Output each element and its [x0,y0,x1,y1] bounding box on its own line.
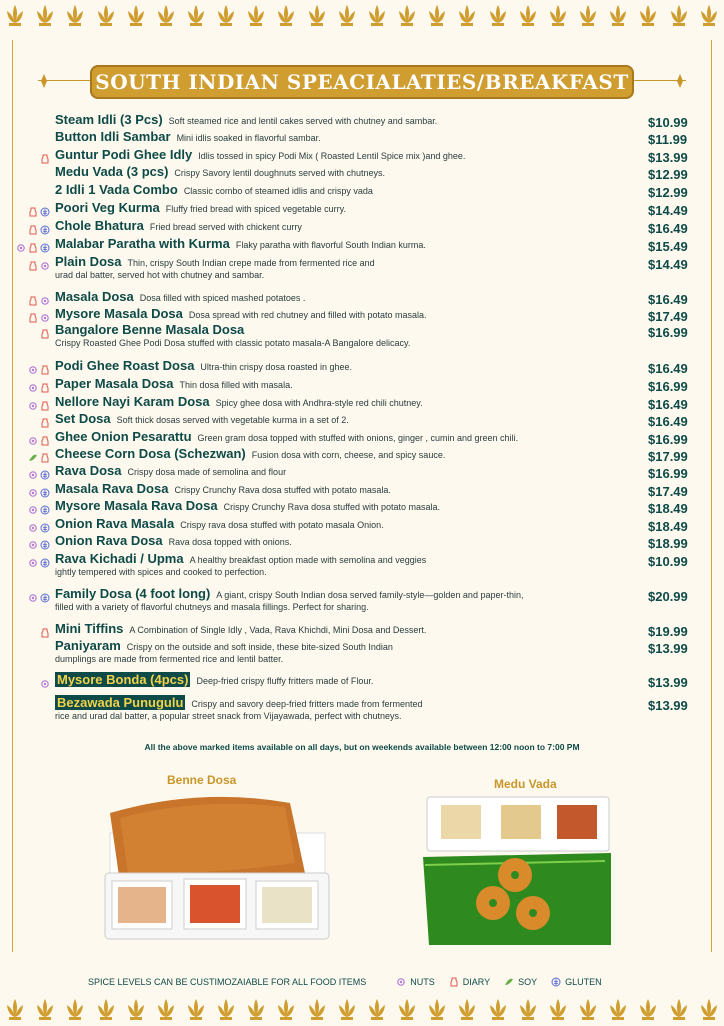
legend-soy [504,977,537,987]
menu-item-description: Crispy Savory lentil doughnuts served with chutneys. [174,168,386,178]
nuts-icon [40,258,50,268]
allergen-icons [28,450,50,462]
menu-item-price: $13.99 [648,698,688,713]
menu-item-price: $13.99 [648,641,688,656]
diary-icon [40,362,50,372]
menu-item [55,256,655,281]
lotus-icon [396,997,418,1026]
menu-item-name: Onion Rava Masala [55,516,175,531]
diary-icon [28,204,38,214]
legend-diary [449,977,490,987]
gluten-icon [40,240,50,250]
menu-item-description: Soft steamed rice and lentil cakes served with chutney and sambar. [168,116,438,126]
lotus-icon [245,997,267,1026]
gluten-icon [40,204,50,214]
gluten-icon [40,520,50,530]
legend-gluten-label: GLUTEN [565,977,602,987]
legend-gluten [551,977,602,987]
gluten-icon [40,502,50,512]
menu-item-description: Dosa filled with spiced mashed potatoes . [139,293,306,303]
menu-item-description-line2: urad dal batter, served hot with chutney and sambar. [55,270,265,280]
menu-item [55,202,655,215]
menu-item-description: Crispy on the outside and soft inside, these bite-sized South Indian [126,642,393,652]
allergen-icons [28,204,50,216]
lotus-icon [607,997,629,1026]
menu-item-description: Fusion dosa with corn, cheese, and spicy sauce. [251,450,446,460]
lotus-icon [426,997,448,1026]
menu-item [55,623,655,636]
allergen-icons [28,258,50,270]
allergen-icons [28,380,50,392]
legend-nuts [396,977,435,987]
menu-item [55,184,655,197]
nuts-icon [28,467,38,477]
nuts-icon [28,485,38,495]
menu-item-name: Malabar Paratha with Kurma [55,236,230,251]
menu-item-price: $18.49 [648,501,688,516]
allergen-icons [28,502,50,514]
menu-item-price: $10.99 [648,115,688,130]
menu-item-price: $14.49 [648,257,688,272]
allergen-icons [16,240,50,252]
lotus-icon [215,997,237,1026]
nuts-icon [28,555,38,565]
diary-icon [28,293,38,303]
menu-item-name: Mysore Masala Rava Dosa [55,498,218,513]
diary-icon [40,433,50,443]
menu-item-name: Mysore Masala Dosa [55,306,183,321]
menu-item-price: $13.99 [648,675,688,690]
nuts-icon [40,310,50,320]
menu-item-description: Crispy Crunchy Rava dosa stuffed with potato masala. [174,485,391,495]
menu-item-name: Nellore Nayi Karam Dosa [55,394,210,409]
soy-icon [28,450,38,460]
allergen-legend [88,977,648,987]
menu-item-description-line2: rice and urad dal batter, a popular street snack from Vijayawada, perfect with chutneys. [55,711,402,721]
allergen-icons [28,433,50,445]
menu-item-description-line2: ightly tempered with spices and cooked to perfection. [55,567,267,577]
menu-item [55,238,655,251]
menu-item [55,114,655,127]
allergen-icons [28,537,50,549]
menu-item [55,697,655,722]
gluten-icon [40,590,50,600]
menu-item-price: $18.49 [648,519,688,534]
menu-item-name: Guntur Podi Ghee Idly [55,147,193,162]
menu-item-name: Onion Rava Dosa [55,533,163,548]
lotus-icon [185,997,207,1026]
menu-item-description: Crispy rava dosa stuffed with potato masala Onion. [180,520,384,530]
lotus-icon [155,997,177,1026]
nuts-icon [28,433,38,443]
menu-item-name: Masala Dosa [55,289,134,304]
menu-item [55,640,655,665]
section-title: SOUTH INDIAN SPEACIALATIES/BREAKFAST [90,65,634,99]
gluten-icon [40,537,50,547]
menu-item [55,465,655,478]
menu-item [55,396,655,409]
menu-item-name: Plain Dosa [55,254,122,269]
menu-item [55,553,655,578]
lotus-icon [306,997,328,1026]
menu-item-name: Button Idli Sambar [55,129,171,144]
menu-item-name: Mini Tiffins [55,621,124,636]
menu-item-description: Fluffy fried bread with spiced vegetable curry. [165,204,347,214]
lotus-icon [547,997,569,1026]
menu-item-description: Crispy and savory deep-fried fritters made from fermented [191,699,423,709]
lotus-icon [366,997,388,1026]
menu-item [55,500,655,513]
nuts-icon [28,502,38,512]
diary-icon [40,151,50,161]
diary-icon [28,240,38,250]
lotus-icon [577,997,599,1026]
gluten-icon [40,485,50,495]
menu-item-name: 2 Idli 1 Vada Combo [55,182,178,197]
menu-item-price: $16.49 [648,397,688,412]
menu-item [55,308,655,321]
menu-item [55,413,655,426]
allergen-icons [28,520,50,532]
menu-item [55,220,655,233]
menu-item-description: Classic combo of steamed idlis and crispy vada [183,186,373,196]
menu-item-price: $15.49 [648,239,688,254]
menu-item-description: Dosa spread with red chutney and filled with potato masala. [188,310,427,320]
lotus-icon [487,997,509,1026]
nuts-icon [28,520,38,530]
menu-item-name: Cheese Corn Dosa (Schezwan) [55,446,246,461]
menu-item-name: Rava Dosa [55,463,122,478]
menu-item-price: $12.99 [648,167,688,182]
spice-note: SPICE LEVELS CAN BE CUSTIMOZAIABLE FOR ALL FOOD ITEMS [88,977,367,987]
diary-icon [40,380,50,390]
lotus-icon [95,997,117,1026]
menu-item-name: Podi Ghee Roast Dosa [55,358,195,373]
menu-item-price: $14.49 [648,203,688,218]
menu-item-name: Bezawada Punugulu [57,695,184,710]
lotus-icon [64,997,86,1026]
menu-item-name: Paper Masala Dosa [55,376,174,391]
soy-icon [504,977,514,987]
menu-item-price: $17.49 [648,309,688,324]
gluten-icon [40,555,50,565]
menu-item [55,166,655,179]
menu-item-price: $16.99 [648,432,688,447]
menu-item-description: Crispy Crunchy Rava dosa stuffed with potato masala. [223,502,441,512]
availability-note: All the above marked items available on all days, but on weekends available between 12:00 noon to 7:00 PM [144,742,580,752]
lotus-icon [698,997,720,1026]
allergen-icons [28,398,50,410]
allergen-icons [40,326,50,338]
diary-icon [449,977,459,987]
menu-item-price: $16.99 [648,325,688,340]
allergen-icons [28,310,50,322]
menu-item-description: Ultra-thin crispy dosa roasted in ghee. [200,362,352,372]
diary-icon [28,258,38,268]
allergen-icons [28,590,50,602]
legend-diary-label: DIARY [462,977,491,987]
menu-item [55,674,655,687]
menu-item [55,483,655,496]
menu-item-price: $12.99 [648,185,688,200]
menu-item-price: $13.99 [648,150,688,165]
lotus-icon [517,997,539,1026]
allergen-icons [40,625,50,637]
menu-item-description-line2: Crispy Roasted Ghee Podi Dosa stuffed with classic potato masala-A Bangalore delicacy. [55,338,411,348]
gluten-icon [551,977,561,987]
menu-item-description: Idlis tossed in spicy Podi Mix ( Roasted Lentil Spice mix )and ghee. [198,151,466,161]
menu-item-price: $10.99 [648,554,688,569]
menu-item-description-line2: filled with a variety of flavorful chutneys and masala fillings. Perfect for sharing. [55,602,369,612]
menu-item-description: A giant, crispy South Indian dosa served family-style—golden and paper-thin, [216,590,524,600]
menu-item-name: Ghee Onion Pesarattu [55,429,192,444]
lotus-icon [637,997,659,1026]
menu-item [55,535,655,548]
nuts-icon [28,398,38,408]
menu-item-name: Family Dosa (4 foot long) [55,586,211,601]
nuts-icon [28,362,38,372]
menu-item [55,291,655,304]
menu-item [55,378,655,391]
diary-icon [28,310,38,320]
gluten-icon [40,222,50,232]
menu-item-description: Mini idlis soaked in flavorful sambar. [176,133,321,143]
menu-item-description: Thin dosa filled with masala. [179,380,293,390]
menu-item [55,448,655,461]
menu-item-price: $16.49 [648,361,688,376]
nuts-icon [16,240,26,250]
menu-item-price: $18.99 [648,536,688,551]
legend-soy-label: SOY [518,977,538,987]
allergen-icons [40,151,50,163]
bottom-lotus-border [0,996,724,1026]
menu-item-description-line2: dumplings are made from fermented rice and lentil batter. [55,654,284,664]
menu-item-description: Fried bread served with chickent curry [149,222,302,232]
legend-nuts-label: NUTS [410,977,435,987]
menu-item-name: Masala Rava Dosa [55,481,169,496]
menu-item-description: Flaky paratha with flavorful South Indian kurma. [235,240,426,250]
diary-icon [40,450,50,460]
menu-item [55,149,655,162]
allergen-icons [40,415,50,427]
photo-title-medu-vada: Medu Vada [494,777,557,791]
lotus-icon [34,997,56,1026]
lotus-icon [336,997,358,1026]
allergen-icons [28,467,50,479]
lotus-icon [456,997,478,1026]
menu-item [55,131,655,144]
menu-item-name: Mysore Bonda (4pcs) [57,672,189,687]
menu-item-price: $17.49 [648,484,688,499]
menu-item-description: Green gram dosa topped with stuffed with onions, ginger , cumin and green chili. [197,433,519,443]
diary-icon [40,625,50,635]
nuts-icon [28,537,38,547]
menu-item-description: Rava dosa topped with onions. [168,537,292,547]
menu-item-name: Poori Veg Kurma [55,200,160,215]
nuts-icon [28,380,38,390]
menu-item [55,431,655,444]
menu-item-name: Rava Kichadi / Upma [55,551,184,566]
menu-item-description: Thin, crispy South Indian crepe made from fermented rice and [127,258,375,268]
lotus-icon [275,997,297,1026]
menu-item-name: Chole Bhatura [55,218,144,233]
menu-item-price: $16.99 [648,466,688,481]
menu-item-description: Deep-fried crispy fluffy fritters made of Flour. [196,676,374,686]
menu-item [55,324,655,349]
lotus-icon [668,997,690,1026]
lotus-icon [125,997,147,1026]
allergen-icons [28,555,50,567]
allergen-icons [40,676,50,688]
menu-item-price: $11.99 [648,132,688,147]
menu-item-price: $17.99 [648,449,688,464]
diary-icon [40,415,50,425]
nuts-icon [40,293,50,303]
menu-item [55,518,655,531]
allergen-icons [28,222,50,234]
menu-item-name: Paniyaram [55,638,121,653]
nuts-icon [28,590,38,600]
menu-item-price: $16.49 [648,292,688,307]
diary-icon [40,326,50,336]
nuts-icon [40,676,50,686]
menu-item-description: A Combination of Single Idly , Vada, Rava Khichdi, Mini Dosa and Dessert. [129,625,427,635]
benne-dosa-photo [100,793,332,941]
menu-item-price: $19.99 [648,624,688,639]
menu-item-price: $20.99 [648,589,688,604]
menu-item-description: Crispy dosa made of semolina and flour [127,467,287,477]
menu-item-description: Soft thick dosas served with vegetable kurma in a set of 2. [116,415,349,425]
menu-item-price: $16.99 [648,379,688,394]
menu-item-description: Spicy ghee dosa with Andhra-style red chili chutney. [215,398,423,408]
menu-item-description: A healthy breakfast option made with semolina and veggies [189,555,427,565]
menu-item-name: Set Dosa [55,411,111,426]
allergen-icons [28,362,50,374]
medu-vada-photo [415,795,615,945]
allergen-icons [28,293,50,305]
gluten-icon [40,467,50,477]
menu-item-name: Steam Idli (3 Pcs) [55,112,163,127]
menu-item-name: Bangalore Benne Masala Dosa [55,322,245,337]
menu-item [55,588,655,613]
photo-title-benne-dosa: Benne Dosa [167,773,237,787]
allergen-icons [28,485,50,497]
menu-item-price: $16.49 [648,221,688,236]
menu-item [55,360,655,373]
menu-item-price: $16.49 [648,414,688,429]
nuts-icon [396,977,406,987]
diary-icon [28,222,38,232]
diary-icon [40,398,50,408]
menu-item-name: Medu Vada (3 pcs) [55,164,169,179]
lotus-icon [4,997,26,1026]
